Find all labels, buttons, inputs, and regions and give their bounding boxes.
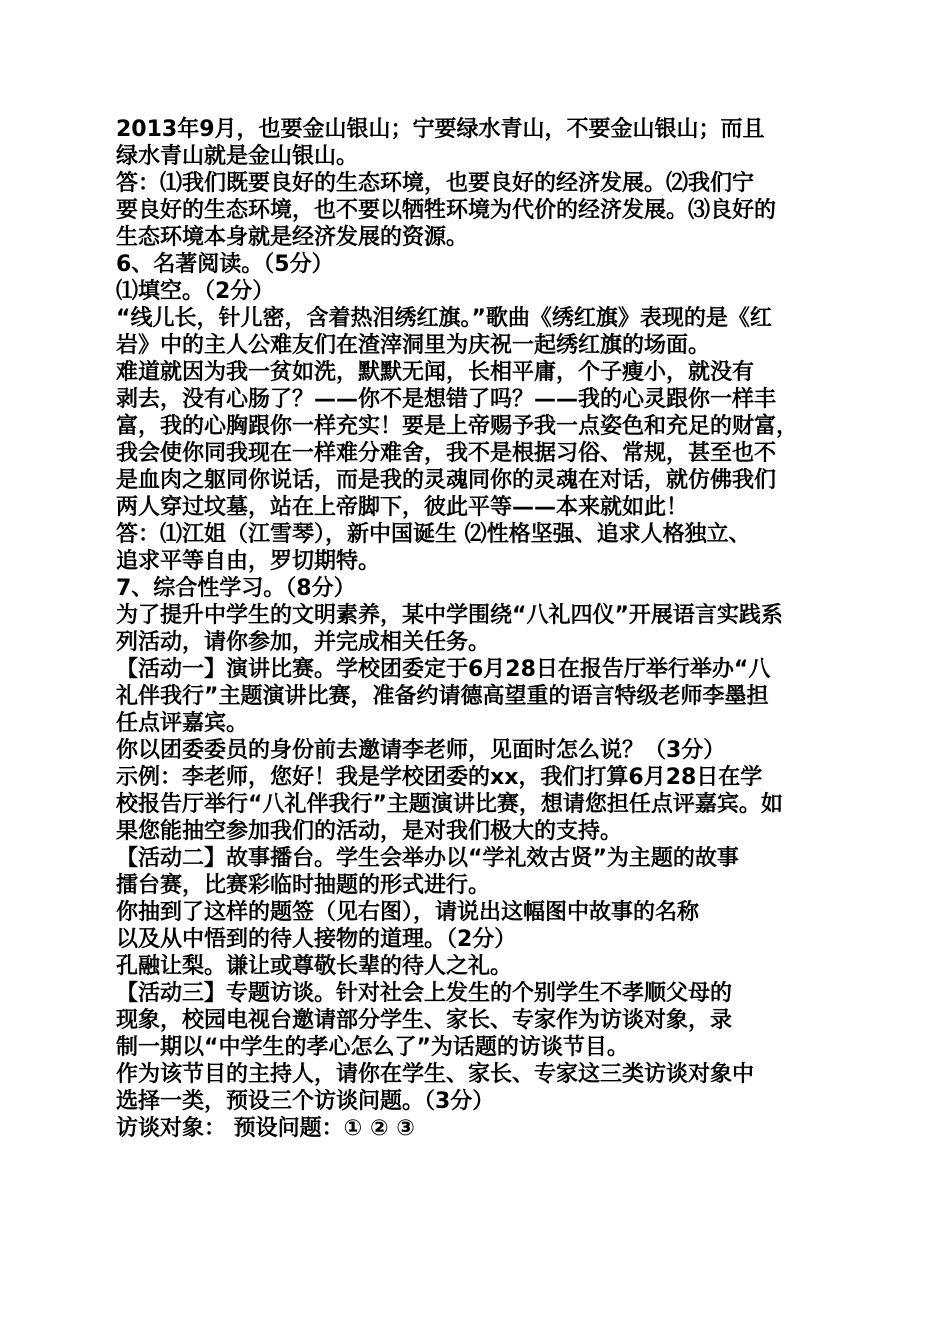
text-line: 答：⑴我们既要良好的生态环境，也要良好的经济发展。⑵我们宁 [116, 171, 755, 196]
text-line: 访谈对象： 预设问题：① ② ③ [116, 1116, 415, 1141]
text-line: 列活动，请你参加，并完成相关任务。 [116, 630, 491, 655]
text-line: 2013年9月，也要金山银山；宁要绿水青山，不要金山银山；而且 [116, 117, 765, 142]
text-line: 为了提升中学生的文明素养，某中学围绕“八礼四仪”开展语言实践系 [116, 603, 783, 628]
text-line: 校报告厅举行“八礼伴我行”主题演讲比赛，想请您担任点评嘉宾。如 [116, 792, 783, 817]
text-line: 【活动一】演讲比赛。学校团委定于6月28日在报告厅举行举办“八 [116, 657, 771, 682]
text-line: 是血肉之躯同你说话，而是我的灵魂同你的灵魂在对话，就仿佛我们 [116, 468, 777, 493]
text-line: 追求平等自由，罗切期特。 [116, 549, 381, 574]
text-line: 礼伴我行”主题演讲比赛，准备约请德高望重的语言特级老师李墨担 [116, 684, 769, 709]
text-line: 两人穿过坟墓，站在上帝脚下，彼此平等——本来就如此！ [116, 495, 689, 520]
text-line: 以及从中悟到的待人接物的道理。（2分） [116, 927, 517, 952]
text-line: 现象，校园电视台邀请部分学生、家长、专家作为访谈对象，录 [116, 1008, 733, 1033]
text-line: 你抽到了这样的题签（见右图），请说出这幅图中故事的名称 [116, 900, 700, 925]
text-line: 【活动二】故事播台。学生会举办以“学礼效古贤”为主题的故事 [116, 846, 739, 871]
text-line: 答：⑴江姐（江雪琴），新中国诞生 ⑵性格坚强、追求人格独立、 [116, 522, 751, 547]
text-line: 擂台赛，比赛彩临时抽题的形式进行。 [116, 873, 491, 898]
text-line: 绿水青山就是金山银山。 [116, 144, 359, 169]
text-line: 我会使你同我现在一样难分难舍，我不是根据习俗、常规，甚至也不 [116, 441, 777, 466]
text-line: “线儿长，针儿密，含着热泪绣红旗。”歌曲《绣红旗》表现的是《红 [116, 306, 772, 331]
text-line: 任点评嘉宾。 [116, 711, 249, 736]
text-line: ⑴填空。（2分） [116, 279, 275, 304]
text-line: 你以团委委员的身份前去邀请李老师，见面时怎么说？（3分） [116, 738, 726, 763]
text-line: 生态环境本身就是经济发展的资源。 [116, 225, 469, 250]
text-line: 示例：李老师，您好！我是学校团委的xx，我们打算6月28日在学 [116, 765, 763, 790]
text-line: 剥去，没有心肠了？——你不是想错了吗？——我的心灵跟你一样丰 [116, 387, 777, 412]
text-line: 难道就因为我一贫如洗，默默无闻，长相平庸，个子瘦小，就没有 [116, 360, 755, 385]
text-line: 富，我的心胸跟你一样充实！要是上帝赐予我一点姿色和充足的财富， [116, 414, 799, 439]
text-line: 7、综合性学习。（8分） [116, 576, 356, 601]
text-line: 【活动三】专题访谈。针对社会上发生的个别学生不孝顺父母的 [116, 981, 733, 1006]
text-line: 孔融让梨。谦让或尊敬长辈的待人之礼。 [116, 954, 513, 979]
text-line: 岩》中的主人公难友们在渣滓洞里为庆祝一起绣红旗的场面。 [116, 333, 711, 358]
document-body [116, 116, 846, 1142]
text-line: 制一期以“中学生的孝心怎么了”为话题的访谈节目。 [116, 1035, 629, 1060]
text-line: 6、名著阅读。（5分） [116, 252, 334, 277]
text-line: 果您能抽空参加我们的活动，是对我们极大的支持。 [116, 819, 623, 844]
text-line: 要良好的生态环境，也不要以牺牲环境为代价的经济发展。⑶良好的 [116, 198, 777, 223]
text-line: 作为该节目的主持人，请你在学生、家长、专家这三类访谈对象中 [116, 1062, 755, 1087]
text-line: 选择一类，预设三个访谈问题。（3分） [116, 1089, 495, 1114]
